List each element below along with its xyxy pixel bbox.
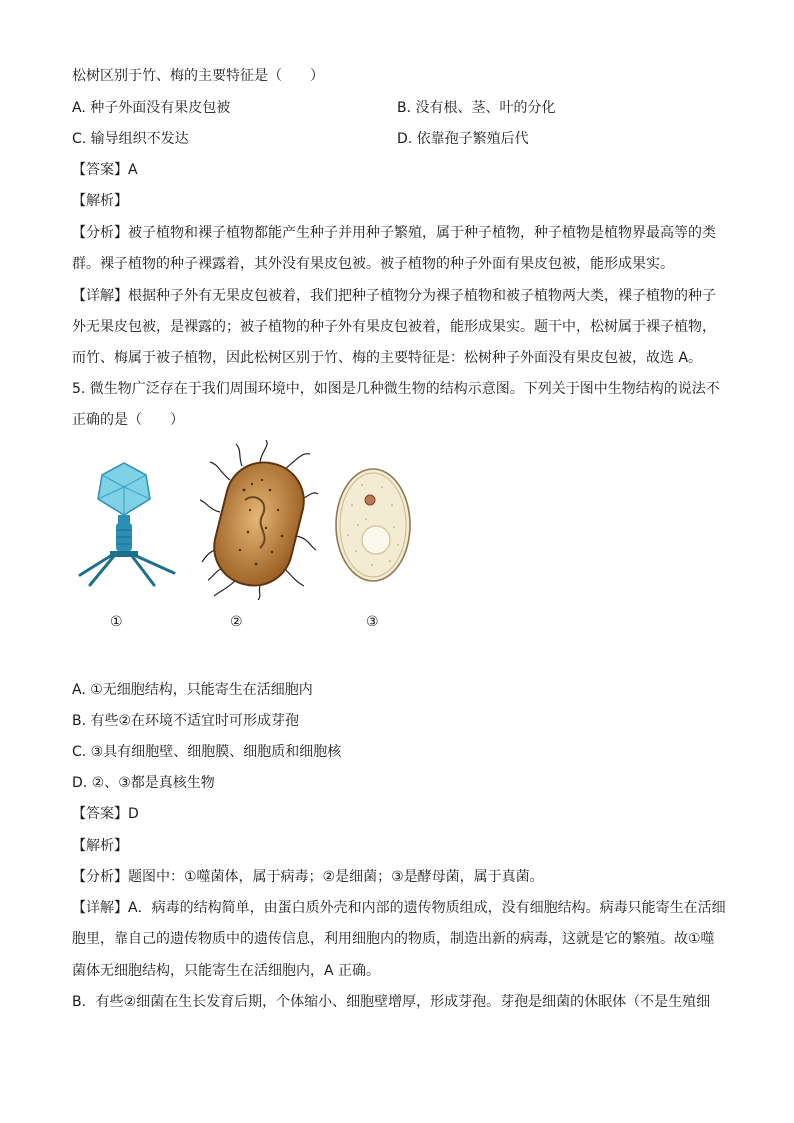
detail-line: B．有些②细菌在生长发育后期，个体缩小、细胞壁增厚，形成芽孢。芽孢是细菌的休眠体（不是生殖细 (72, 994, 711, 1010)
analysis-line: 【分析】题图中：①噬菌体，属于病毒；②是细菌；③是酵母菌，属于真菌。 (72, 869, 544, 885)
option-b: B. 有些②在环境不适宜时可形成芽孢 (72, 713, 300, 729)
detail-line: 胞里，靠自己的遗传物质中的遗传信息，利用细胞内的物质，制造出新的病毒，这就是它的繁殖。故①噬 (72, 931, 715, 947)
option-d: D. 依靠孢子繁殖后代 (397, 131, 529, 147)
figure-label: ② (230, 614, 243, 630)
question-stem: 正确的是（ ） (72, 412, 184, 428)
answer: 【答案】D (72, 806, 139, 822)
option-a: A. ①无细胞结构，只能寄生在活细胞内 (72, 682, 313, 698)
bacterium-figure (200, 440, 318, 600)
option-d: D. ②、③都是真核生物 (72, 775, 215, 791)
option-b: B. 没有根、茎、叶的分化 (397, 100, 556, 116)
bacteriophage-figure (74, 455, 184, 590)
option-a: A. 种子外面没有果皮包被 (72, 100, 231, 116)
analysis-label: 【解析】 (72, 838, 128, 854)
analysis-label: 【解析】 (72, 193, 128, 209)
detail-line: 菌体无细胞结构，只能寄生在活细胞内，A 正确。 (72, 963, 381, 979)
analysis-line: 【分析】被子植物和裸子植物都能产生种子并用种子繁殖，属于种子植物，种子植物是植物界最高等的类 (72, 225, 716, 241)
option-c: C. 输导组织不发达 (72, 131, 189, 147)
detail-line: 而竹、梅属于被子植物，因此松树区别于竹、梅的主要特征是：松树种子外面没有果皮包被，故选 A。 (72, 350, 703, 366)
figure-label: ③ (366, 614, 379, 630)
detail-line: 【详解】A．病毒的结构简单，由蛋白质外壳和内部的遗传物质组成，没有细胞结构。病毒只能寄生在活细 (72, 900, 726, 916)
yeast-figure (332, 465, 414, 585)
detail-line: 【详解】根据种子外有无果皮包被着，我们把种子植物分为裸子植物和被子植物两大类，裸子植物的种子 (72, 288, 716, 304)
question-stem: 松树区别于竹、梅的主要特征是（ ） (72, 68, 324, 84)
detail-line: 外无果皮包被，是裸露的；被子植物的种子外有果皮包被着，能形成果实。题干中，松树属于裸子植物， (72, 319, 716, 335)
question-stem: 5. 微生物广泛存在于我们周围环境中，如图是几种微生物的结构示意图。下列关于图中生物结构的说法不 (72, 381, 720, 397)
answer: 【答案】A (72, 162, 138, 178)
option-c: C. ③具有细胞壁、细胞膜、细胞质和细胞核 (72, 744, 342, 760)
figure-label: ① (110, 614, 123, 630)
analysis-line: 群。裸子植物的种子裸露着，其外没有果皮包被。被子植物的种子外面有果皮包被，能形成果实。 (72, 256, 674, 272)
